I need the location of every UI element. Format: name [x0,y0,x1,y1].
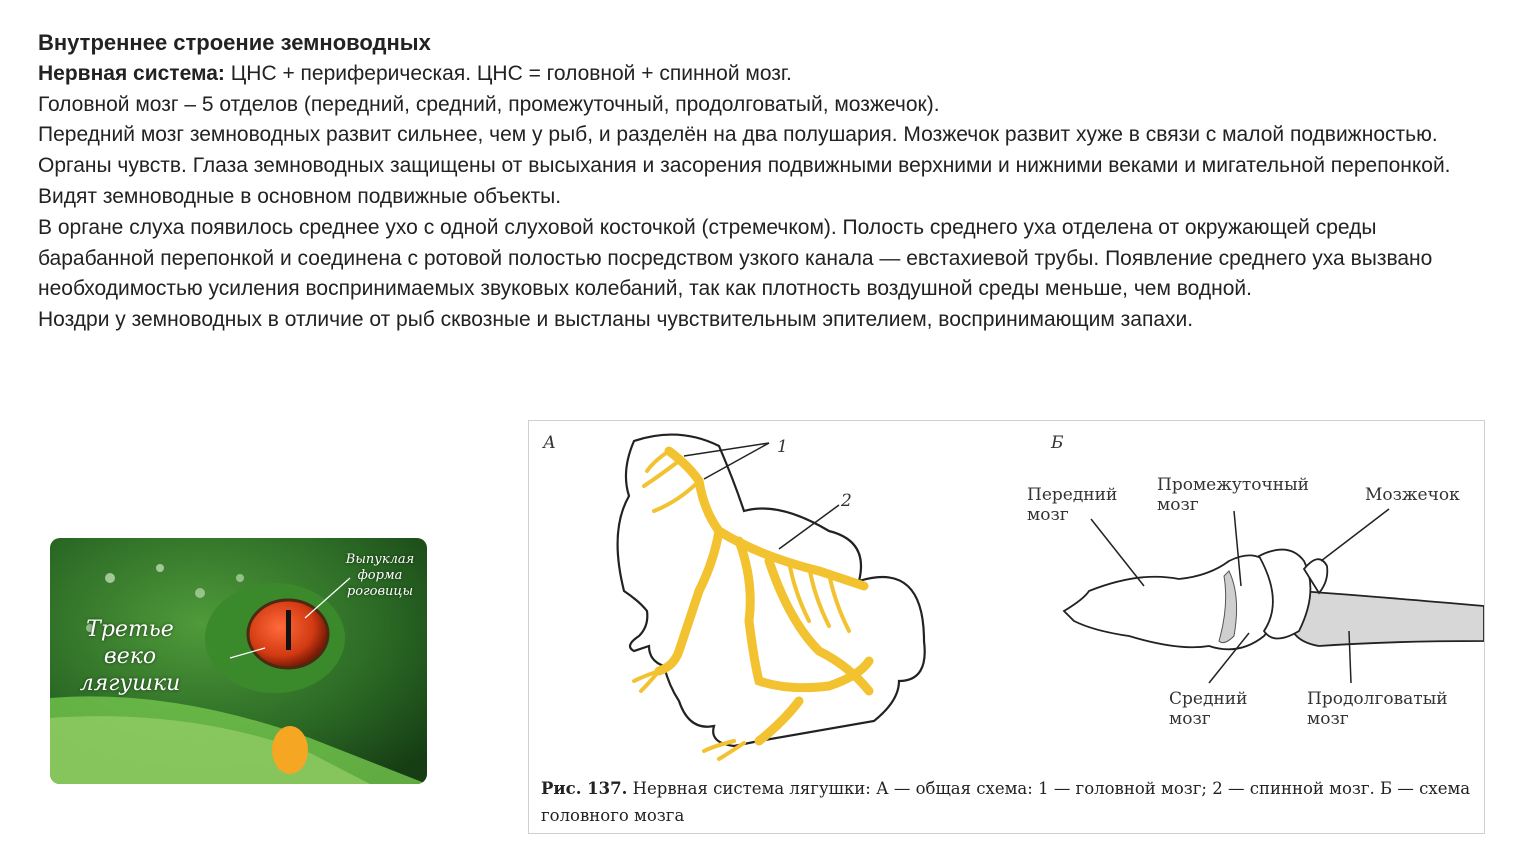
nervous-system-text: ЦНС + периферическая. ЦНС = головной + спинной мозг. [224,61,792,85]
sense-organs-paragraph: Органы чувств. Глаза земноводных защищены от высыхания и засорения подвижными верхними и нижними веками и мигательной перепонкой. Видят земноводные в основном подвижные объекты. [38,154,1451,208]
label-a: А [543,433,556,453]
frog-nerves [659,451,869,741]
frog-nervous-system-diagram [528,420,1485,834]
midbrain-label: Средний мозг [1169,689,1248,729]
page-title: Внутреннее строение земноводных [38,30,431,55]
text-block [38,28,1498,336]
label-2: 2 [841,491,852,511]
caption-number: Рис. 137. [541,779,628,798]
diagram-caption [541,775,1476,829]
forebrain-paragraph: Передний мозг земноводных развит сильнее, чем у рыб, и разделён на два полушария. Мозжечок развит хуже в связи с малой подвижностью. [38,123,1438,147]
caption-text: Нервная система лягушки: А — общая схема: 1 — головной мозг; 2 — спинной мозг. Б — схема головного мозга [541,779,1471,825]
medulla-label: Продолговатый мозг [1307,689,1448,729]
cerebellum-label: Мозжечок [1365,485,1460,505]
forebrain-label: Передний мозг [1027,485,1118,525]
frog-eye-photo [50,538,427,784]
label-1: 1 [777,437,788,457]
third-eyelid-label: Третье веко лягушки [79,617,181,696]
medulla-shape [1289,591,1484,646]
nervous-system-label: Нервная система: [38,61,225,85]
brain-sections-paragraph: Головной мозг – 5 отделов (передний, средний, промежуточный, продолговатый, мозжечок). [38,92,940,116]
frog-outline [618,435,925,746]
convex-cornea-label: Выпуклая форма роговицы [345,552,415,599]
label-b: Б [1051,433,1064,453]
nostrils-paragraph: Ноздри у земноводных в отличие от рыб сквозные и выстланы чувствительным эпителием, воспринимающим запахи. [38,308,1194,332]
nervous-system-paragraph [38,59,1498,90]
diencephalon-label: Промежуточный мозг [1157,475,1309,515]
hearing-paragraph: В органе слуха появилось среднее ухо с одной слуховой косточкой (стремечком). Полость среднего уха отделена от окружающей среды барабанной перепонкой и соединена с ротовой полостью посредством узкого канала — евстахиевой трубы. Появление среднего уха вызвано необходимостью усиления воспринимаемых звуковых колебаний, так как плотность воздушной среды меньше, чем водной. [38,215,1433,301]
